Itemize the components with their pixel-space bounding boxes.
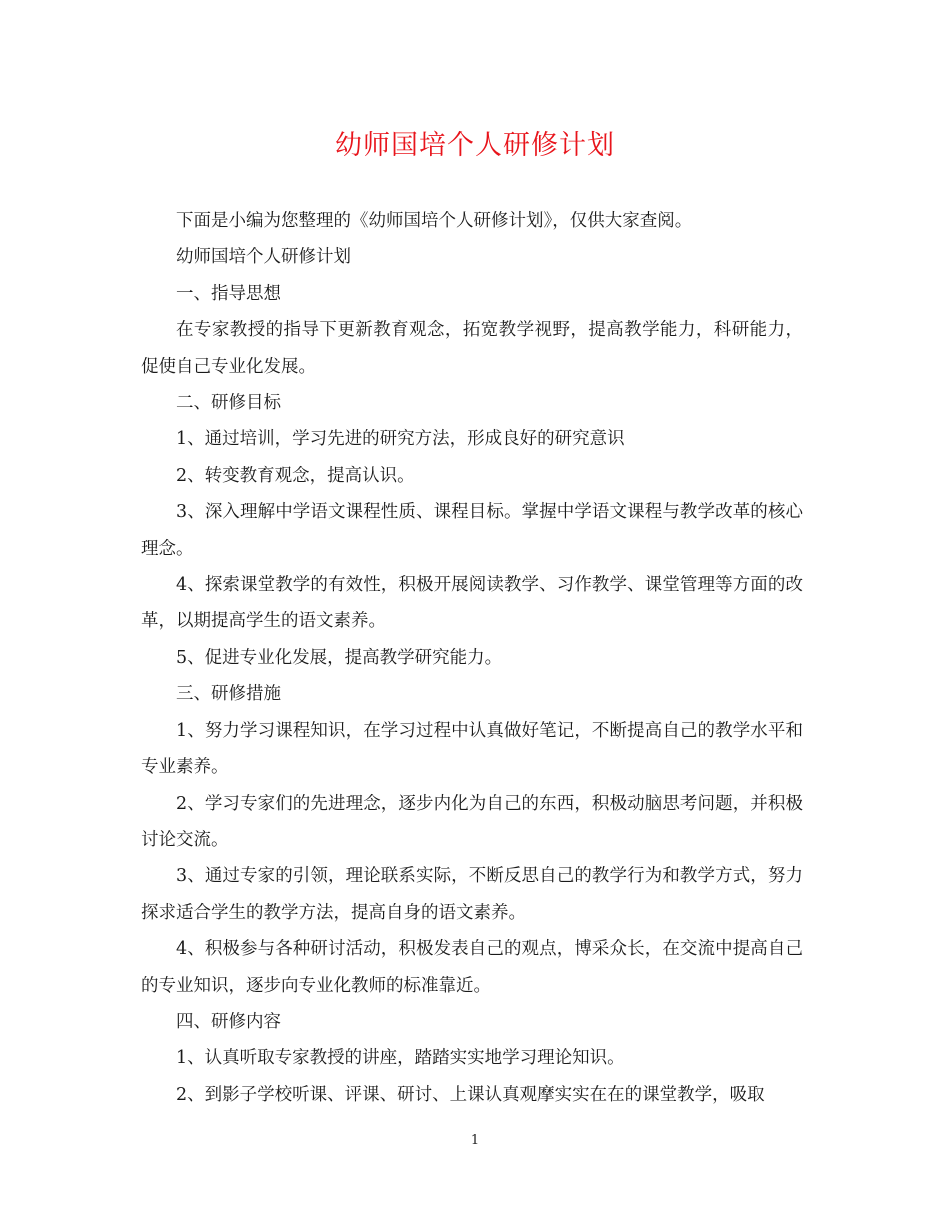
paragraph: 在专家教授的指导下更新教育观念，拓宽教学视野，提高教学能力，科研能力，促使自己专业化发展。 xyxy=(141,320,803,377)
section-heading-content: 四、研修内容 xyxy=(176,1011,281,1032)
section-heading-guiding-thought: 一、指导思想 xyxy=(176,283,281,304)
list-item: 4、积极参与各种研讨活动，积极发表自己的观点，博采众长，在交流中提高自己的专业知识，逐步向专业化教师的标准靠近。 xyxy=(141,939,803,996)
list-item: 3、通过专家的引领，理论联系实际，不断反思自己的教学行为和教学方式，努力探求适合学生的教学方法，提高自身的语文素养。 xyxy=(141,866,803,923)
section-heading-measures: 三、研修措施 xyxy=(176,684,281,705)
section-heading-goals: 二、研修目标 xyxy=(176,393,281,414)
list-item: 3、深入理解中学语文课程性质、课程目标。掌握中学语文课程与教学改革的核心理念。 xyxy=(141,502,803,559)
list-item: 4、探索课堂教学的有效性，积极开展阅读教学、习作教学、课堂管理等方面的改革，以期提高学生的语文素养。 xyxy=(141,575,803,632)
list-item: 1、认真听取专家教授的讲座，踏踏实实地学习理论知识。 xyxy=(176,1048,625,1069)
paragraph-intro: 下面是小编为您整理的《幼师国培个人研修计划》，仅供大家查阅。 xyxy=(176,211,693,231)
list-item: 2、转变教育观念，提高认识。 xyxy=(176,465,415,486)
document-body xyxy=(141,203,803,1113)
list-item: 5、促进专业化发展，提高教学研究能力。 xyxy=(176,647,503,668)
paragraph-subtitle: 幼师国培个人研修计划 xyxy=(176,247,351,268)
list-item: 1、努力学习课程知识，在学习过程中认真做好笔记，不断提高自己的教学水平和专业素养。 xyxy=(141,720,803,778)
list-item: 1、通过培训，学习先进的研究方法，形成良好的研究意识 xyxy=(176,429,625,450)
list-item: 2、学习专家们的先进理念，逐步内化为自己的东西，积极动脑思考问题，并积极讨论交流。 xyxy=(141,793,803,850)
document-title: 幼师国培个人研修计划 xyxy=(335,130,615,161)
list-item: 2、到影子学校听课、评课、研讨、上课认真观摩实实在在的课堂教学，吸取 xyxy=(176,1084,765,1105)
page-number: 1 xyxy=(470,1133,480,1148)
